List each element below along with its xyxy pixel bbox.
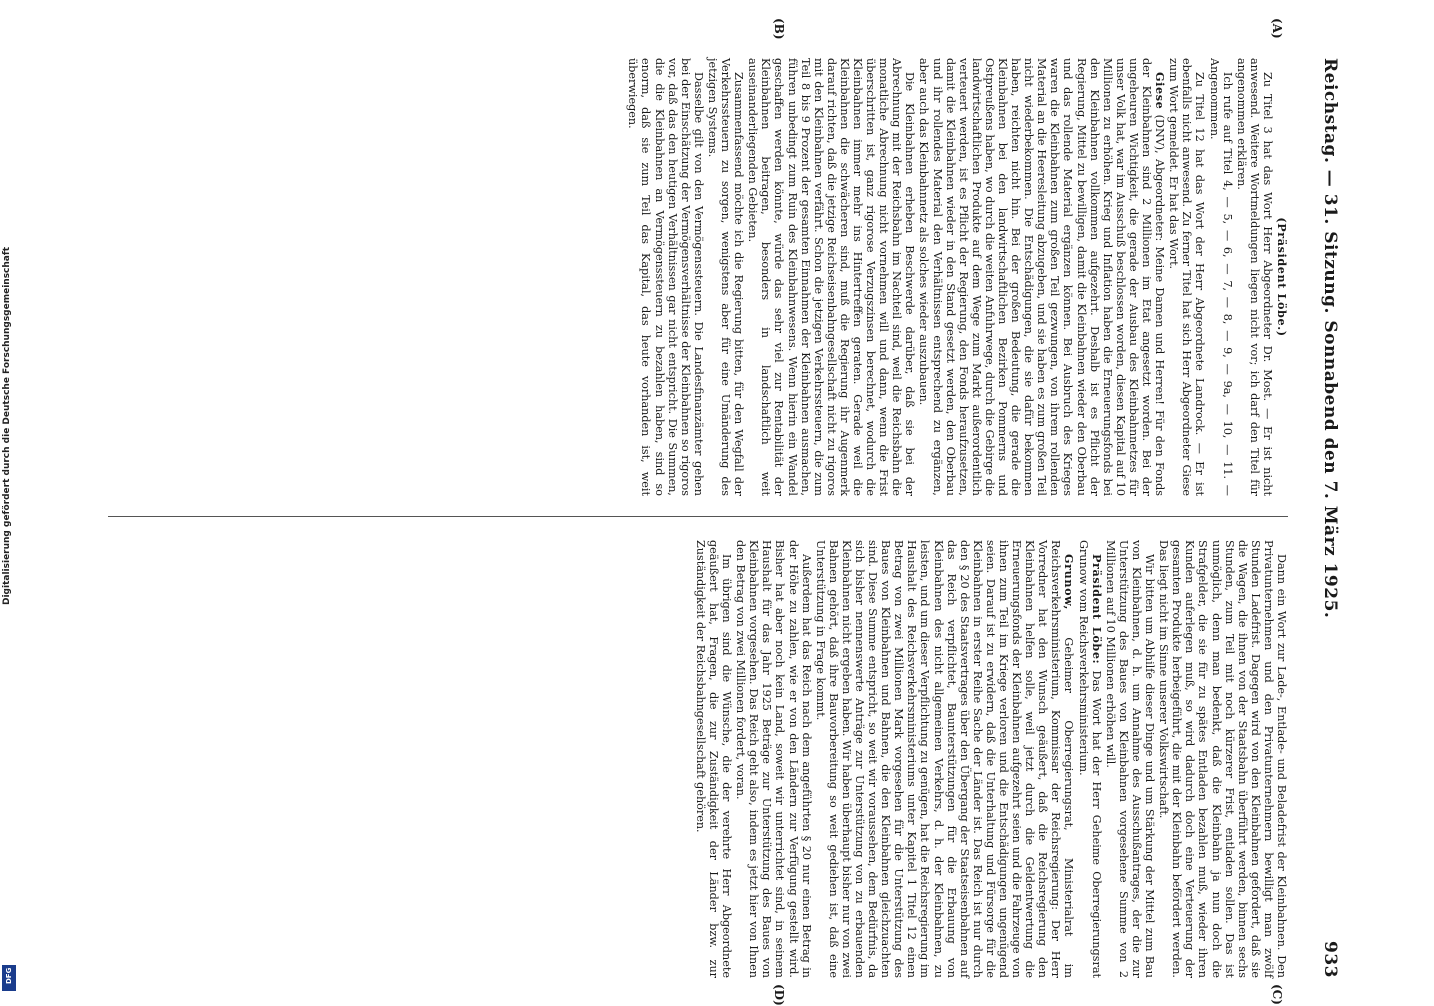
running-header (1306, 58, 1346, 978)
paragraph: Im übrigen sind die Wünsche, die der verehrte Herr Abgeordnete geäußert hat, Fragen, die zur Zuständigkeit der Länder bzw. zur Zuständigkeit der Reichsbahngesellschaft gehören. (693, 540, 734, 978)
running-title: Reichstag. — 31. Sitzung. Sonnabend den 7. März 1925. (1320, 58, 1340, 619)
document-page (116, 18, 1346, 1006)
speaker-name: Präsident Löbe: (1089, 554, 1104, 665)
page-number: 933 (1320, 941, 1340, 978)
speaker-name: Giese (1153, 72, 1168, 110)
paragraph: Die Kleinbahnen erheben Beschwerde darüber, daß sie bei der Abrechnung mit der Reichsbahn im Nachteil sind, weil die Reichsbahn die monatliche Abrechnung nicht vornehmen will und dann, wenn die Frist überschritten ist, ganz rigorose Verzugszinsen berechnet, wodurch die Kleinbahnen immer mehr ins Hintertreffen geraten. Gerade weil die Kleinbahnen die schwächeren sind, muß die Regierung ihr Augenmerk darauf richten, daß die jetzige Reichseisenbahngesellschaft nicht zu rigoros mit den Kleinbahnen verfährt. Schon die jetzigen Verkehrssteuern, die zum Teil 8 bis 9 Prozent der gesamten Einnahmen der Kleinbahnen ausmachen, führen unbedingt zum Ruin des Kleinbahnwesens. Wenn hierin ein Wandel geschaffen werden könnte, würde das sehr viel zur Rentabilität der Kleinbahnen beitragen, besonders in landschaftlich weit auseinanderliegenden Gebieten. (746, 58, 917, 496)
paragraph: Wir bitten um Abhilfe dieser Dinge und um Stärkung der Mittel zum Bau von Kleinbahnen, d. h. um Annahme des Ausschußantrages, der die zur Unterstützung des Baues von Kleinbahnen vorgesehene Summe von 2 Millionen auf 10 Millionen erhöhen will. (1103, 540, 1157, 978)
digitization-credit: Digitalisierung gefördert durch die Deutsche Forschungsgemeinschaft (2, 246, 12, 605)
paragraph: Dann ein Wort zur Lade-, Entlade- und Beladefrist der Kleinbahnen. Den Privatunternehmen und den Privatunternehmern bewilligt man zwölf Stunden Ladefrist. Dagegen wird von den Kleinbahnen gefordert, daß sie die Wagen, die ihnen von der Staatsbahn überführt werden, binnen sechs Stunden, zum Teil mit noch kürzerer Frist, entladen sollen. Das ist unmöglich, denn man bedenkt, daß die Kleinbahn ja nun doch die Strafgelder, die sie für zu spätes Entladen bezahlen muß, wieder ihren Kunden auferlegen muß, so wird dadurch doch eine Verteuerung der gesamten Produkte herbeigeführt, die mit der Kleinbahn befördert werden. Das liegt nicht im Sinne unserer Volkswirtschaft. (1157, 540, 1288, 978)
margin-marker-a: (A) (1270, 18, 1284, 39)
text-column-first (625, 58, 1288, 496)
paragraph-text: Geheimer Oberregierungsrat, Ministerialrat im Reichsverkehrsministerium, Kommissar der Reichsregierung: Der Herr Vorredner hat den Wunsch geäußert, daß die Reichsregierung den Kleinbahnen helfen solle, weil jetzt durch die Geldentwertung die Erneuerungsfonds der Kleinbahnen aufgezehrt seien und die Fahrzeuge von ihnen zum Teil im Kriege verloren und die Entschädigungen ungenügend seien. Darauf ist zu erwidern, daß die Unterhaltung und Fürsorge für die Kleinbahnen in erster Reihe Sache der Länder ist. Das Reich ist nur durch den § 20 des Staatsvertrages über den Übergang der Staatseisenbahnen auf das Reich verpflichtet, Baunterstützungen für die Erbauung von Kleinbahnen des nicht allgemeinen Verkehrs, d. h. der Kleinbahnen, zu leisten, und um dieser Verpflichtung zu genügen, hat die Reichsregierung im Haushalt des Reichsverkehrsministeriums unter Kapitel 1 Titel 12 einen Betrag von zwei Millionen Mark vorgesehen für die Unterstützung des Baues von Kleinbahnen und Bahnen, die den Kleinbahnen gleichzuachten sind. Diese Summe entspricht, so weit wir voraussehen, dem Bedürfnis, da sich bisher nennenswerte Anträge zur Unterstützung von zu erbauenden Kleinbahnen nicht ergeben haben. Wir haben überhaupt bisher nur von zwei Bahnen gehört, daß ihre Bauvorbereitung so weit gediehen ist, daß eine Unterstützung in Frage kommt. (813, 540, 1076, 979)
speaker-name: Grunow, (1062, 554, 1077, 610)
margin-marker-c: (C) (1270, 984, 1284, 1005)
margin-marker-d: (D) (772, 984, 786, 1006)
paragraph-text: (DNV), Abgeordneter: Meine Damen und Herren! Für den Fonds der Kleinbahnen sind 2 Millionen im Etat angesetzt worden. Bei der ungeheuren Wichtigkeit, die gerade der Ausbau des Kleinbahnnetzes für unser Volk hat, war im Ausschuß beschlossen worden, diesen Kapital auf 10 Millionen zu erhöhen. Krieg und Inflation haben die Erneuerungsfonds bei den Kleinbahnen vollkommen aufgezehrt. Deshalb ist es Pflicht der Regierung, Mittel zu bewilligen, damit die Kleinbahnen wieder den Oberbau und das rollende Material ergänzen können. Bei Ausbruch des Krieges waren die Kleinbahnen zum großen Teil gezwungen, von ihrem rollenden Material an die Heeresleitung abzugeben, und sie haben es zum großen Teil nicht wiederbekommen. Die Entschädigungen, die sie dafür bekommen haben, reichten nicht hin. Bei der großen Bedeutung, die gerade die Kleinbahnen bei den landwirtschaftlichen Bezirken Pommerns und Ostpreußens haben, wo durch die weiten Anfuhrwege, durch die Gebirge die landwirtschaftlichen Produkte auf dem Wege zum Markt außerordentlich verteuert werden, ist es Pflicht der Regierung, den Fonds heraufzusetzen, damit die Kleinbahnen wieder in den Stand gesetzt werden, den Oberbau und ihr rollendes Material den Verhältnissen entsprechend zu ergänzen, aber auch das Kleinbahnnetz als solches wieder auszubauen. (917, 58, 1167, 496)
paragraph: Zu Titel 12 hat das Wort der Herr Abgeordnete Landrock. — Er ist ebenfalls nicht anwesend. Zu ferner Titel hat sich Herr Abgeordneter Giese zum Wort gemeldet. Er hat das Wort. (1167, 58, 1207, 496)
paragraph: Dasselbe gilt von den Vermögenssteuern. Die Landesfinanzämter gehen bei der Einschätzung der Vermögensverhältnisse der Kleinbahnen so rigoros vor, daß das den heutigen Verhältnissen gar nicht entspricht. Die Summen, die die Kleinbahnen an Vermögenssteuern zu bezahlen haben, sind so enorm, daß sie zum Teil das Kapital, das heute vorhanden ist, weit überwiegen. (626, 58, 705, 496)
margin-marker-b: (B) (772, 18, 786, 40)
column-divider (108, 516, 1288, 517)
paragraph: Zusammenfassend möchte ich die Regierung bitten, für den Wegfall der Verkehrssteuern zu sorgen, wenigstens aber für eine Umänderung des jetzigen Systems. (705, 58, 746, 496)
paragraph: Ich rufe auf Titel 4, — 5, — 6, — 7, — 8, — 9, — 9a, — 10, — 11. — Angenommen. (1207, 58, 1234, 496)
dfg-logo-text: DFG (5, 967, 13, 984)
paragraph: Außerdem hat das Reich nach dem angeführten § 20 nur einen Betrag in der Höhe zu zahlen, wie er von den Ländern zur Verfügung gestellt wird. Bisher hat aber noch kein Land, soweit wir unterrichtet sind, in seinem Haushalt für das Jahr 1925 Beträge zur Unterstützung des Baues von Kleinbahnen vorgesehen. Das Reich geht also, indem es jetzt hier von Ihnen den Betrag von zwei Millionen fordert, voran. (734, 540, 813, 978)
dfg-logo (2, 965, 16, 991)
paragraph: Zu Titel 3 hat das Wort Herr Abgeordneter Dr. Most. — Er ist nicht anwesend. Weitere Wortmeldungen liegen nicht vor; ich darf den Titel für angenommen erklären. (1234, 58, 1274, 496)
speaker-name: (Präsident Löbe.) (1275, 217, 1289, 337)
paragraph-text: Das Wort hat der Herr Geheime Oberregierungsrat Grunow vom Reichsverkehrsministerium. (1076, 540, 1103, 979)
text-column-second (693, 540, 1288, 978)
